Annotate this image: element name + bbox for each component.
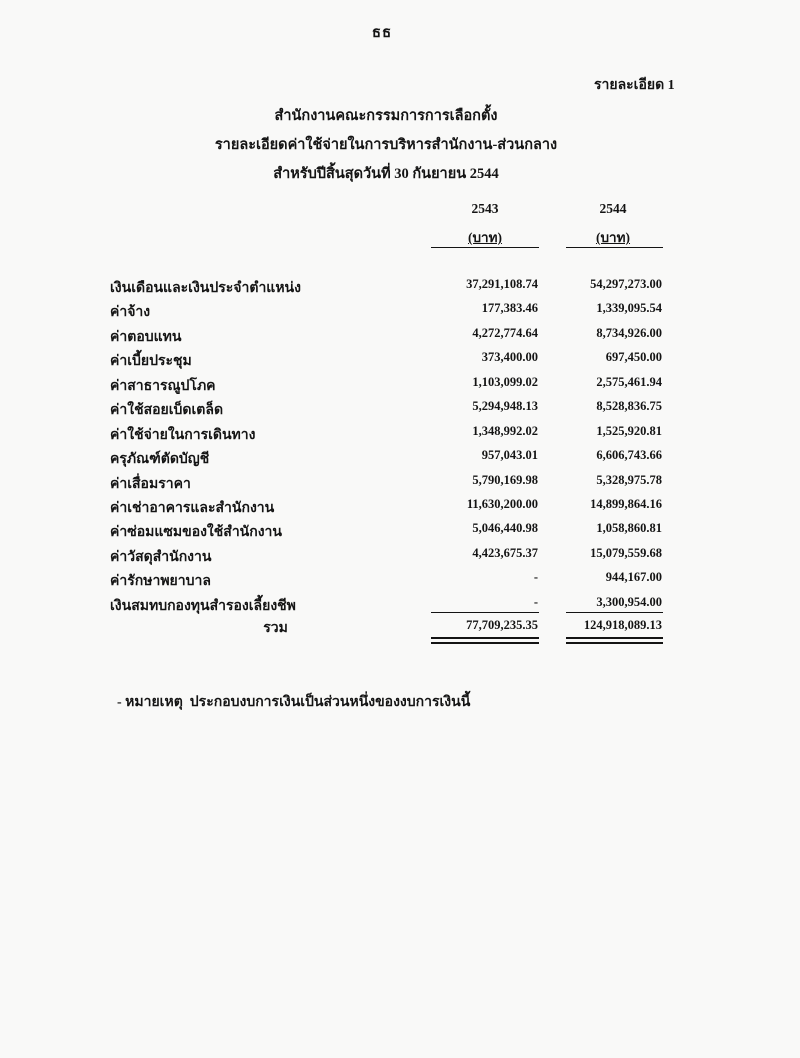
expense-label: ค่าเช่าอาคารและสำนักงาน [110, 500, 275, 516]
amount-2544: 54,297,273.00 [590, 277, 662, 291]
header-rule-2543 [431, 247, 539, 248]
expense-label: เงินเดือนและเงินประจำตำแหน่ง [110, 281, 301, 296]
header-rule-2544 [566, 247, 663, 248]
detail-reference: รายละเอียด 1 [594, 78, 675, 93]
table-row [0, 375, 800, 399]
table-row [0, 399, 800, 423]
amount-2543: 373,400.00 [481, 350, 538, 365]
amount-2544: 1,058,860.81 [596, 521, 662, 536]
table-row [0, 546, 800, 570]
amount-2544: 697,450.00 [605, 350, 662, 365]
table-row [0, 277, 800, 301]
amount-2544: 1,339,095.54 [596, 301, 662, 316]
org-name: สำนักงานคณะกรรมการการเลือกตั้ง [274, 108, 498, 124]
expense-table [0, 277, 800, 619]
total-amount-2543: 77,709,235.35 [466, 618, 538, 632]
document-header [0, 102, 772, 189]
report-title: รายละเอียดค่าใช้จ่ายในการบริหารสำนักงาน-ส่วนกลาง [214, 137, 558, 153]
column-unit-baht-2543: (บาท) [467, 230, 503, 245]
amount-2544: 8,734,926.00 [596, 325, 662, 340]
expense-label: ค่าตอบแทน [110, 329, 182, 345]
amount-2544: 14,899,864.16 [590, 496, 662, 511]
total-double-rule-2544 [566, 637, 663, 644]
amount-2544: 2,575,461.94 [596, 374, 662, 389]
amount-2544: 3,300,954.00 [596, 594, 662, 609]
amount-2543: - [533, 594, 538, 609]
amount-2543: 37,291,108.74 [466, 277, 538, 291]
amount-2544: 6,606,743.66 [596, 448, 662, 463]
expense-label: ค่าใช้จ่ายในการเดินทาง [110, 427, 256, 443]
expense-label: ค่าซ่อมแซมของใช้สำนักงาน [110, 525, 282, 541]
amount-2543: 5,294,948.13 [472, 399, 538, 414]
amount-2543: - [533, 570, 538, 585]
amount-2543: 1,348,992.02 [472, 423, 538, 438]
expense-label: ค่าเบี้ยประชุม [110, 354, 192, 370]
amount-2543: 5,790,169.98 [472, 472, 538, 487]
total-rule-top-2544 [566, 612, 663, 613]
expense-label: ค่าวัสดุสำนักงาน [110, 549, 212, 565]
amount-2543: 4,272,774.64 [472, 325, 538, 340]
expense-label: เงินสมทบกองทุนสำรองเลี้ยงชีพ [110, 598, 296, 614]
amount-2543: 4,423,675.37 [472, 545, 538, 560]
table-row [0, 497, 800, 521]
amount-2543: 11,630,200.00 [466, 496, 538, 511]
amount-2544: 5,328,975.78 [596, 472, 662, 487]
total-amount-2544: 124,918,089.13 [583, 618, 662, 632]
table-row [0, 448, 800, 472]
total-label: รวม [263, 621, 288, 636]
expense-label: ค่าใช้สอยเบ็ดเตล็ด [110, 403, 224, 419]
table-row [0, 473, 800, 497]
table-row [0, 595, 800, 619]
page-number: ธธ [371, 25, 393, 41]
table-row [0, 424, 800, 448]
total-rule-top-2543 [431, 612, 539, 613]
expense-label: ค่าสาธารณูปโภค [110, 378, 216, 394]
column-unit-baht-2544: (บาท) [595, 230, 631, 245]
footnote: - หมายเหตุ ประกอบงบการเงินเป็นส่วนหนึ่งของงบการเงินนี้ [117, 695, 471, 710]
amount-2543: 957,043.01 [481, 448, 538, 463]
total-double-rule-2543 [431, 637, 539, 644]
table-row [0, 570, 800, 594]
table-row [0, 326, 800, 350]
table-row [0, 350, 800, 374]
column-header-year-2543: 2543 [471, 201, 499, 216]
expense-label: ค่ารักษาพยาบาล [110, 574, 211, 590]
table-row [0, 301, 800, 325]
expense-label: ค่าเสื่อมราคา [110, 476, 191, 492]
amount-2544: 8,528,836.75 [596, 399, 662, 414]
amount-2543: 5,046,440.98 [472, 521, 538, 536]
amount-2544: 944,167.00 [605, 570, 662, 585]
table-row [0, 521, 800, 545]
amount-2543: 177,383.46 [481, 301, 538, 316]
expense-label: ค่าจ้าง [110, 305, 151, 321]
report-period: สำหรับปีสิ้นสุดวันที่ 30 กันยายน 2544 [273, 166, 499, 182]
amount-2544: 1,525,920.81 [596, 423, 662, 438]
amount-2544: 15,079,559.68 [590, 545, 662, 560]
column-header-year-2544: 2544 [599, 201, 627, 216]
expense-label: ครุภัณฑ์ตัดบัญชี [110, 452, 210, 468]
amount-2543: 1,103,099.02 [472, 374, 538, 389]
